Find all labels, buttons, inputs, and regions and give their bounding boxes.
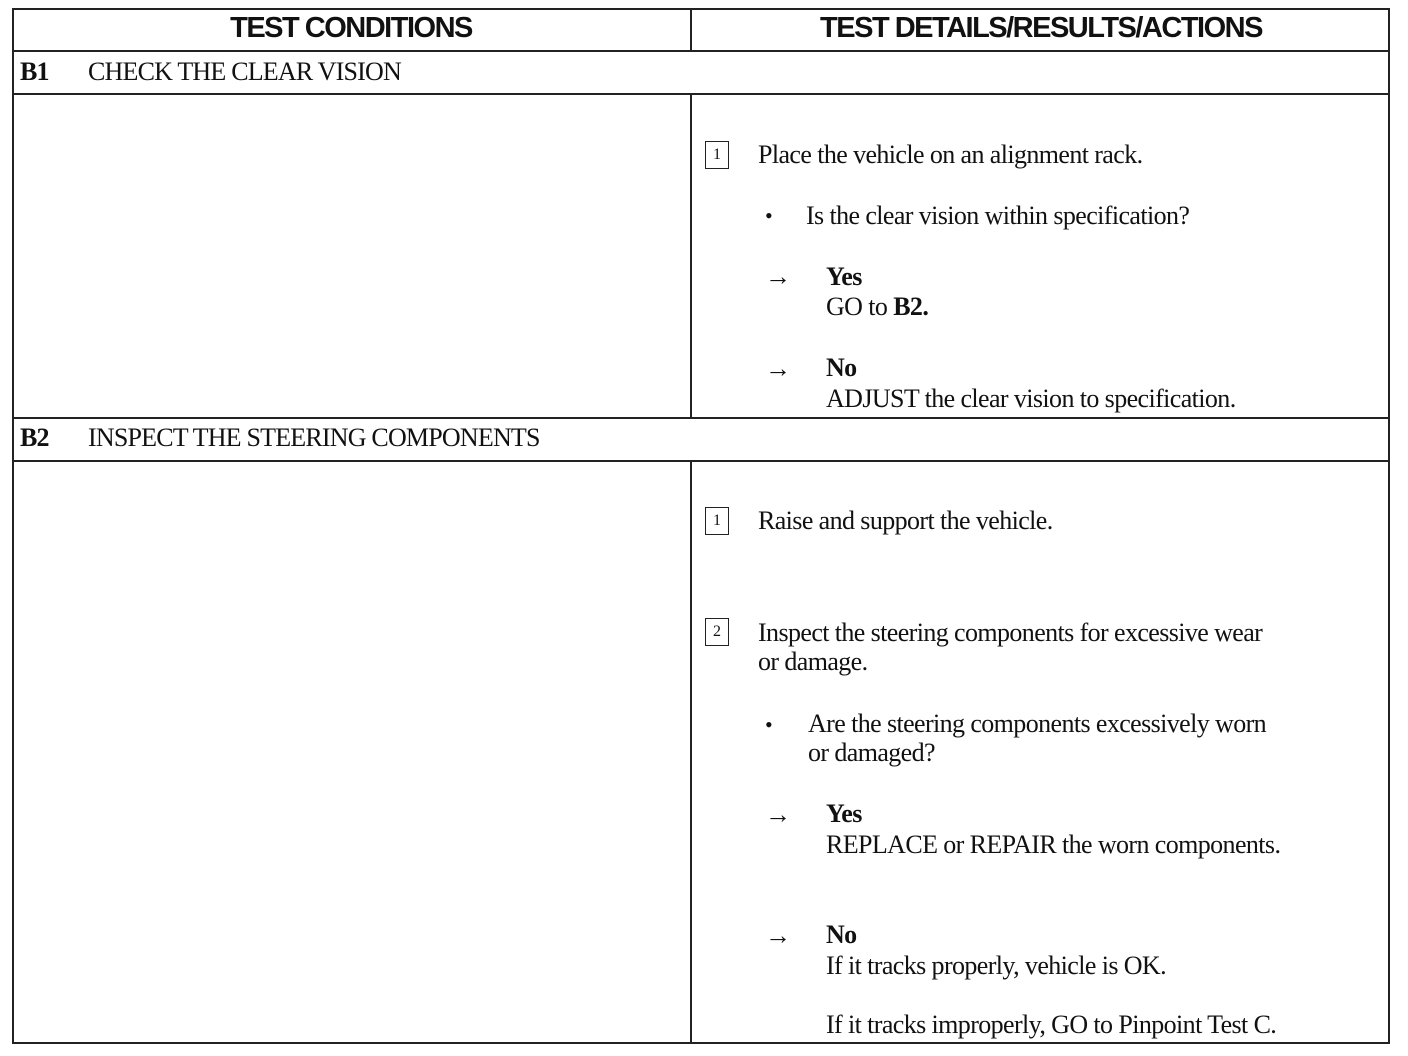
- section-code: B1: [20, 57, 49, 86]
- arrow-right-icon: →: [765, 262, 791, 291]
- step-text-line-1: Inspect the steering components for excessive wear: [758, 618, 1263, 647]
- header-test-details: TEST DETAILS/RESULTS/ACTIONS: [820, 12, 1262, 44]
- no-action-line-1: If it tracks properly, vehicle is OK.: [826, 951, 1166, 980]
- section-title-text: CHECK THE CLEAR VISION: [88, 57, 401, 86]
- step-number-box: 2: [705, 618, 729, 646]
- yes-label: Yes: [826, 262, 862, 291]
- diagnostic-table: [12, 8, 1390, 1044]
- yes-action: REPLACE or REPAIR the worn components.: [826, 830, 1281, 859]
- no-action: ADJUST the clear vision to specification.: [826, 384, 1236, 413]
- arrow-right-icon: →: [765, 921, 791, 950]
- section-b1-title: [20, 57, 401, 87]
- b1-column-divider: [690, 93, 692, 418]
- step-text-line-2: or damage.: [758, 647, 868, 676]
- no-action-line-2: If it tracks improperly, GO to Pinpoint Test C.: [826, 1010, 1277, 1039]
- yes-action: [826, 292, 928, 322]
- no-label: No: [826, 920, 857, 949]
- header-divider: [12, 50, 1390, 52]
- step-question-line-2: or damaged?: [808, 738, 935, 767]
- step-question: Is the clear vision within specification?: [806, 201, 1190, 230]
- section-title-text: INSPECT THE STEERING COMPONENTS: [88, 423, 540, 452]
- yes-label: Yes: [826, 799, 862, 828]
- bullet-icon: •: [765, 203, 773, 228]
- step-text: Raise and support the vehicle.: [758, 506, 1053, 535]
- step-number-box: 1: [705, 507, 729, 535]
- header-test-conditions: TEST CONDITIONS: [230, 12, 472, 44]
- no-label: No: [826, 353, 857, 382]
- yes-action-prefix: GO to: [826, 292, 888, 321]
- step-question-line-1: Are the steering components excessively worn: [808, 709, 1267, 738]
- b1-bottom-divider: [12, 417, 1390, 419]
- step-text: Place the vehicle on an alignment rack.: [758, 140, 1143, 169]
- b2-column-divider: [690, 460, 692, 1044]
- section-b2-title: [20, 423, 540, 453]
- b1-title-divider: [12, 93, 1390, 95]
- arrow-right-icon: →: [765, 800, 791, 829]
- yes-action-target: B2.: [893, 292, 929, 321]
- bullet-icon: •: [765, 712, 773, 737]
- arrow-right-icon: →: [765, 354, 791, 383]
- step-number-box: 1: [705, 141, 729, 169]
- section-code: B2: [20, 423, 49, 452]
- b2-title-divider: [12, 460, 1390, 462]
